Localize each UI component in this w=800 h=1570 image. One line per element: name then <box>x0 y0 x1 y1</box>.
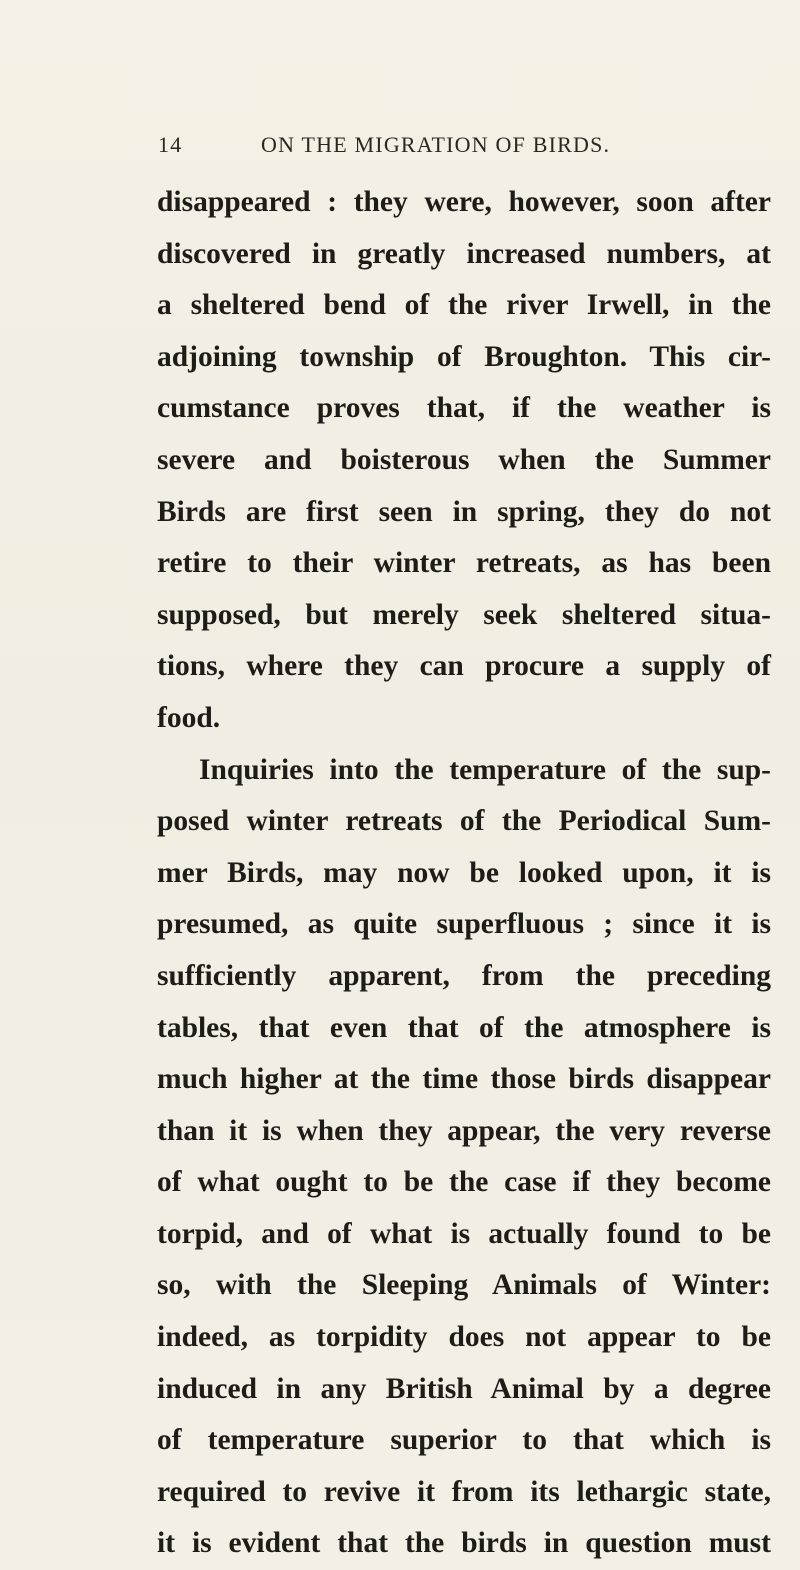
text-line: it is evident that the birds in question must <box>157 1527 771 1560</box>
text-line: much higher at the time those birds disappear <box>157 1063 771 1096</box>
text-line: tions, where they can procure a supply of <box>157 650 771 683</box>
text-line: required to revive it from its lethargic state, <box>157 1475 771 1508</box>
text-line: indeed, as torpidity does not appear to be <box>157 1321 771 1354</box>
text-line: of what ought to be the case if they become <box>157 1166 771 1199</box>
text-line: posed winter retreats of the Periodical Sum- <box>157 805 771 838</box>
text-line: torpid, and of what is actually found to be <box>157 1217 771 1250</box>
paragraph-end-line: food. <box>157 701 221 734</box>
running-head-title: ON THE MIGRATION OF BIRDS. <box>261 132 611 157</box>
paragraph-start-line: Inquiries into the temperature of the sup- <box>199 753 771 786</box>
running-head <box>158 132 758 162</box>
body-text <box>157 177 771 1570</box>
text-line: than it is when they appear, the very reverse <box>157 1114 771 1147</box>
text-line: of temperature superior to that which is <box>157 1424 771 1457</box>
text-line: a sheltered bend of the river Irwell, in the <box>157 289 771 322</box>
text-line: disappeared : they were, however, soon after <box>157 186 771 218</box>
page-number: 14 <box>158 132 183 157</box>
text-line: presumed, as quite superfluous ; since it is <box>157 908 771 941</box>
text-line: supposed, but merely seek sheltered situa- <box>157 598 771 631</box>
text-line: sufficiently apparent, from the preceding <box>157 959 771 992</box>
text-line: tables, that even that of the atmosphere is <box>157 1011 771 1044</box>
text-line: induced in any British Animal by a degree <box>157 1372 771 1405</box>
text-line: discovered in greatly increased numbers, at <box>157 237 771 270</box>
text-line: adjoining township of Broughton. This cir- <box>157 340 771 373</box>
text-line: severe and boisterous when the Summer <box>157 443 771 476</box>
text-line: cumstance proves that, if the weather is <box>157 392 771 425</box>
text-line: so, with the Sleeping Animals of Winter: <box>157 1269 771 1302</box>
text-line: mer Birds, may now be looked upon, it is <box>157 856 771 889</box>
text-line: Birds are first seen in spring, they do not <box>157 495 771 528</box>
text-line: retire to their winter retreats, as has been <box>157 547 771 580</box>
